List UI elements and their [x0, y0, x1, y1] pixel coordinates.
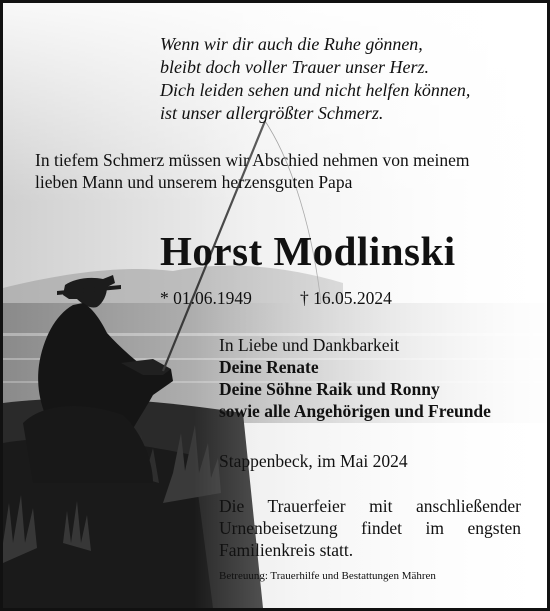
place-date: Stappenbeck, im Mai 2024: [219, 451, 408, 471]
deceased-name: Horst Modlinski: [160, 228, 456, 274]
mourner-wife: Deine Renate: [219, 357, 319, 377]
funeral-line: Familienkreis statt.: [219, 540, 354, 560]
funeral-notice: [219, 495, 521, 561]
intro-text: [35, 149, 535, 193]
funeral-line: Die Trauerfeier mit anschließender: [219, 496, 521, 516]
death-date: † 16.05.2024: [300, 288, 392, 308]
mourners-intro: In Liebe und Dankbarkeit: [219, 335, 400, 355]
funeral-line: Urnenbeisetzung findet im engsten: [219, 518, 521, 538]
funeral-home-credit: Betreuung: Trauerhilfe und Bestattungen Mähren: [219, 570, 436, 582]
birth-date: * 01.06.1949: [160, 288, 252, 308]
intro-line: lieben Mann und unserem herzensguten Papa: [35, 172, 353, 192]
poem-line: bleibt doch voller Trauer unser Herz.: [160, 57, 429, 77]
poem-line: Dich leiden sehen und nicht helfen können,: [160, 80, 471, 100]
poem-verse: [160, 33, 470, 125]
poem-line: ist unser allergrößter Schmerz.: [160, 103, 384, 123]
mourner-sons: Deine Söhne Raik und Ronny: [219, 379, 440, 399]
poem-line: Wenn wir dir auch die Ruhe gönnen,: [160, 34, 423, 54]
mourners-block: [219, 334, 491, 422]
intro-line: In tiefem Schmerz müssen wir Abschied nehmen von meinem: [35, 150, 470, 170]
life-dates: [160, 288, 392, 309]
mourner-relatives: sowie alle Angehörigen und Freunde: [219, 401, 491, 421]
